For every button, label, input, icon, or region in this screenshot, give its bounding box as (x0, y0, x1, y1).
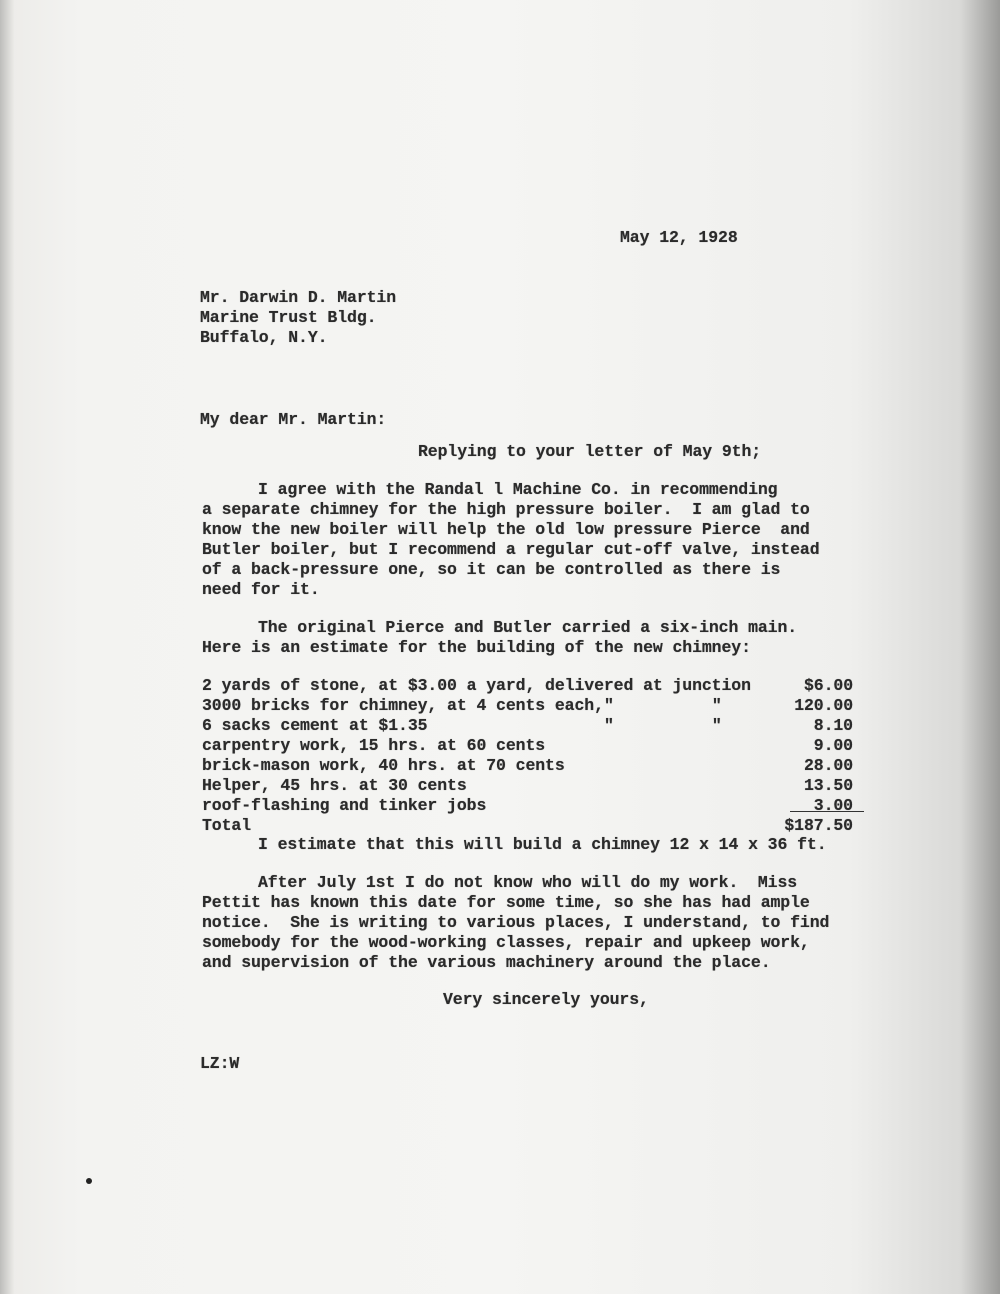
paper-edge-shadow (0, 0, 14, 1294)
estimate-total-amount: $187.50 (784, 816, 853, 835)
ditto-marks: " " (604, 696, 722, 715)
estimate-amount: 13.50 (803, 776, 853, 795)
text-line: The original Pierce and Butler carried a six-inch main. (258, 618, 798, 637)
estimate-note: I estimate that this will build a chimney 12 x 14 x 36 ft. (258, 835, 827, 854)
estimate-amount: 3.00 (813, 796, 853, 815)
text-line: Pettit has known this date for some time, so she has had ample (202, 893, 810, 912)
sum-rule (790, 811, 864, 812)
estimate-item: brick-mason work, 40 hrs. at 70 cents (202, 756, 565, 775)
estimate-item: Helper, 45 hrs. at 30 cents (202, 776, 467, 795)
estimate-amount: 120.00 (794, 696, 853, 715)
salutation: My dear Mr. Martin: (200, 410, 387, 429)
estimate-item: carpentry work, 15 hrs. at 60 cents (202, 736, 546, 755)
estimate-amount: 28.00 (803, 756, 853, 775)
estimate-amount: $6.00 (803, 676, 853, 695)
estimate-item: 2 yards of stone, at $3.00 a yard, delivered at junction (202, 676, 751, 695)
text-line: need for it. (202, 580, 320, 599)
address-line: Mr. Darwin D. Martin (200, 288, 397, 307)
ditto-marks: " " (604, 716, 722, 735)
text-line: a separate chimney for the high pressure boiler. I am glad to (202, 500, 810, 519)
text-line: Here is an estimate for the building of the new chimney: (202, 638, 751, 657)
typist-initials: LZ:W (200, 1054, 240, 1073)
reference-line: Replying to your letter of May 9th; (418, 442, 762, 461)
ink-spot (86, 1178, 92, 1184)
text-line: notice. She is writing to various places, I understand, to find (202, 913, 830, 932)
address-line: Marine Trust Bldg. (200, 308, 377, 327)
text-line: of a back-pressure one, so it can be controlled as there is (202, 560, 781, 579)
estimate-amount: 9.00 (813, 736, 853, 755)
estimate-item: 6 sacks cement at $1.35 (202, 716, 428, 735)
text-line: Butler boiler, but I recommend a regular cut-off valve, instead (202, 540, 820, 559)
letter-date: May 12, 1928 (620, 228, 738, 247)
closing: Very sincerely yours, (443, 990, 649, 1009)
estimate-item: roof-flashing and tinker jobs (202, 796, 487, 815)
estimate-item: 3000 bricks for chimney, at 4 cents each, (202, 696, 604, 715)
text-line: I agree with the Randal l Machine Co. in recommending (258, 480, 778, 499)
text-line: know the new boiler will help the old low pressure Pierce and (202, 520, 810, 539)
estimate-total-label: Total (202, 816, 252, 835)
address-line: Buffalo, N.Y. (200, 328, 328, 347)
text-line: somebody for the wood-working classes, repair and upkeep work, (202, 933, 810, 952)
text-line: After July 1st I do not know who will do my work. Miss (258, 873, 798, 892)
text-line: and supervision of the various machinery around the place. (202, 953, 771, 972)
estimate-amount: 8.10 (813, 716, 853, 735)
